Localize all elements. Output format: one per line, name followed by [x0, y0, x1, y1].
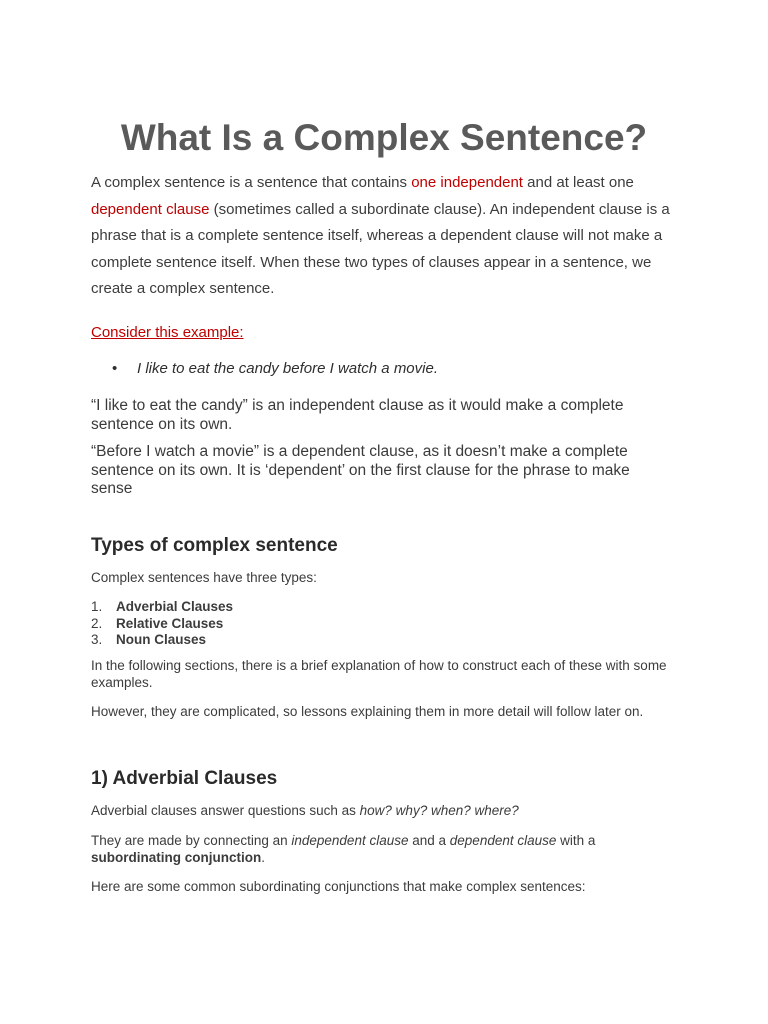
- adverbial-clauses-heading: 1) Adverbial Clauses: [91, 768, 278, 789]
- construction-subordinating: subordinating conjunction: [91, 849, 262, 865]
- types-intro: Complex sentences have three types:: [91, 570, 317, 585]
- intro-paragraph: [91, 170, 691, 303]
- list-number: 3.: [91, 632, 103, 647]
- types-list: [91, 599, 233, 649]
- intro-highlight-independent: one independent: [411, 174, 523, 191]
- construction-text-1: They are made by connecting an: [91, 833, 292, 848]
- construction-text-2: and a: [408, 833, 450, 848]
- following-sections-paragraph: In the following sections, there is a brief explanation of how to construct each of these with some examples.: [91, 658, 667, 690]
- list-number: 1.: [91, 599, 103, 614]
- types-heading: Types of complex sentence: [91, 535, 338, 556]
- adverbial-text-1: Adverbial clauses answer questions such as: [91, 803, 360, 818]
- intro-highlight-dependent: dependent clause: [91, 200, 210, 218]
- list-item-label: Adverbial Clauses: [116, 599, 234, 614]
- adverbial-construction-paragraph: [91, 833, 681, 866]
- dependent-clause-explanation: “Before I watch a movie” is a dependent clause, as it doesn’t make a complete sentence on its own. It is ‘dependent’ on the first clause for the phrase to make sense: [91, 443, 630, 497]
- example-list: [91, 357, 438, 381]
- page-title: What Is a Complex Sentence?: [120, 117, 648, 158]
- independent-clause-explanation: “I like to eat the candy” is an independent clause as it would make a complete sentence on its own.: [91, 397, 624, 433]
- adverbial-questions: how? why? when? where?: [359, 803, 519, 818]
- list-item-label: Noun Clauses: [116, 632, 207, 647]
- construction-dependent: dependent clause: [449, 833, 557, 848]
- example-item: [91, 357, 438, 381]
- conjunctions-intro-paragraph: Here are some common subordinating conjunctions that make complex sentences:: [91, 879, 586, 894]
- consider-example-label: Consider this example:: [91, 324, 244, 341]
- construction-independent: independent clause: [291, 833, 409, 848]
- intro-text-2: and at least one: [522, 174, 634, 191]
- list-item-label: Relative Clauses: [116, 615, 224, 631]
- intro-text-1: A complex sentence is a sentence that contains: [91, 174, 412, 191]
- adverbial-questions-paragraph: [91, 803, 681, 820]
- list-number: 2.: [91, 615, 103, 631]
- example-sentence: I like to eat the candy before I watch a movie.: [137, 360, 438, 377]
- construction-text-4: .: [261, 849, 265, 865]
- types-list-item: [91, 616, 233, 633]
- construction-text-3: with a: [556, 833, 596, 848]
- bullet-icon: •: [112, 360, 118, 377]
- intro-text-3: (sometimes called a subordinate clause). An independent clause is a phrase that is a complete sentence itself, whereas a dependent clause will not make a complete sentence itself. When these two types of clauses appear in a sentence, we create a complex sentence.: [91, 200, 670, 298]
- types-list-item: [91, 599, 233, 616]
- types-list-item: [91, 632, 233, 649]
- however-paragraph: However, they are complicated, so lessons explaining them in more detail will follow later on.: [91, 704, 644, 719]
